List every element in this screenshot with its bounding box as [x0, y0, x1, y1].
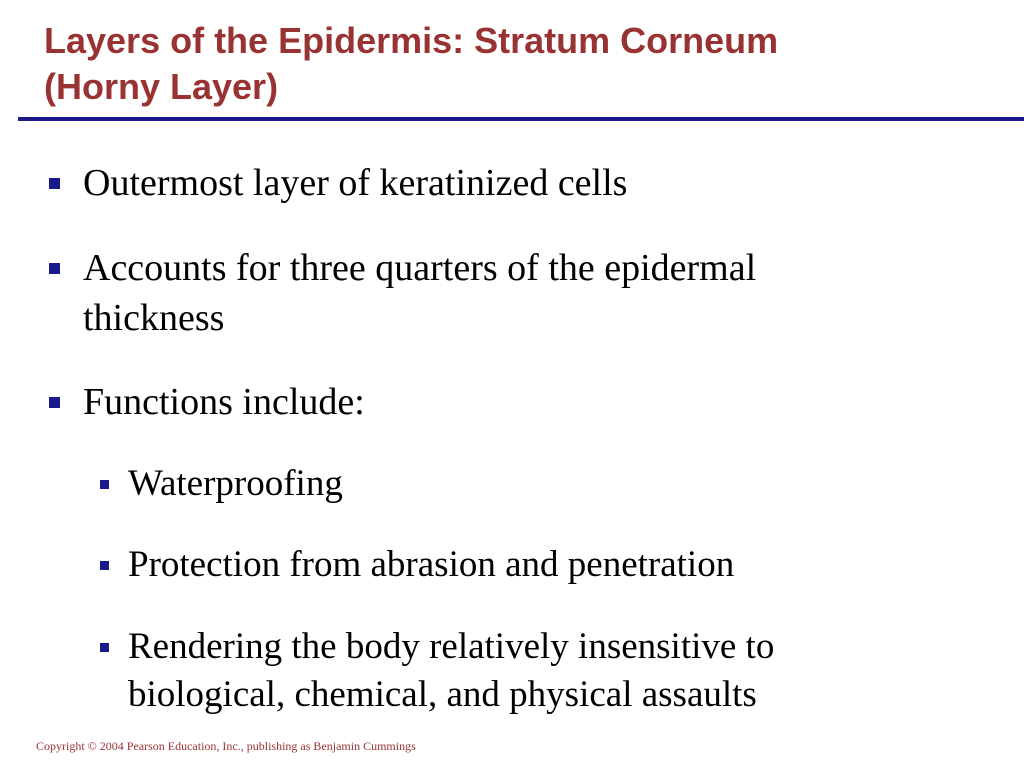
- sub-bullet-item: [128, 460, 968, 508]
- bullet-text: Accounts for three quarters of the epidermal thickness: [83, 247, 757, 339]
- copyright-footer: Copyright © 2004 Pearson Education, Inc., publishing as Benjamin Cummings: [36, 739, 416, 753]
- slide-title-line-2: (Horny Layer): [44, 66, 279, 107]
- sub-bullet-item: [128, 541, 968, 589]
- square-bullet-icon: [49, 263, 60, 274]
- square-bullet-icon: [100, 480, 109, 489]
- square-bullet-icon: [49, 178, 60, 189]
- sub-bullet-text: Protection from abrasion and penetration: [128, 544, 735, 585]
- slide-title-line-1: Layers of the Epidermis: Stratum Corneum: [44, 20, 779, 61]
- square-bullet-icon: [49, 397, 60, 408]
- square-bullet-icon: [100, 643, 109, 652]
- square-bullet-icon: [100, 561, 109, 570]
- bullet-text: Outermost layer of keratinized cells: [83, 162, 628, 204]
- bullet-item: [83, 158, 963, 208]
- bullet-item: [83, 243, 883, 343]
- sub-bullet-text: Waterproofing: [128, 463, 343, 504]
- bullet-text: Functions include:: [83, 381, 365, 423]
- sub-bullet-text: Rendering the body relatively insensitive to biological, chemical, and physical assaults: [128, 626, 775, 715]
- sub-bullet-item: [128, 623, 888, 719]
- bullet-item: [83, 377, 963, 427]
